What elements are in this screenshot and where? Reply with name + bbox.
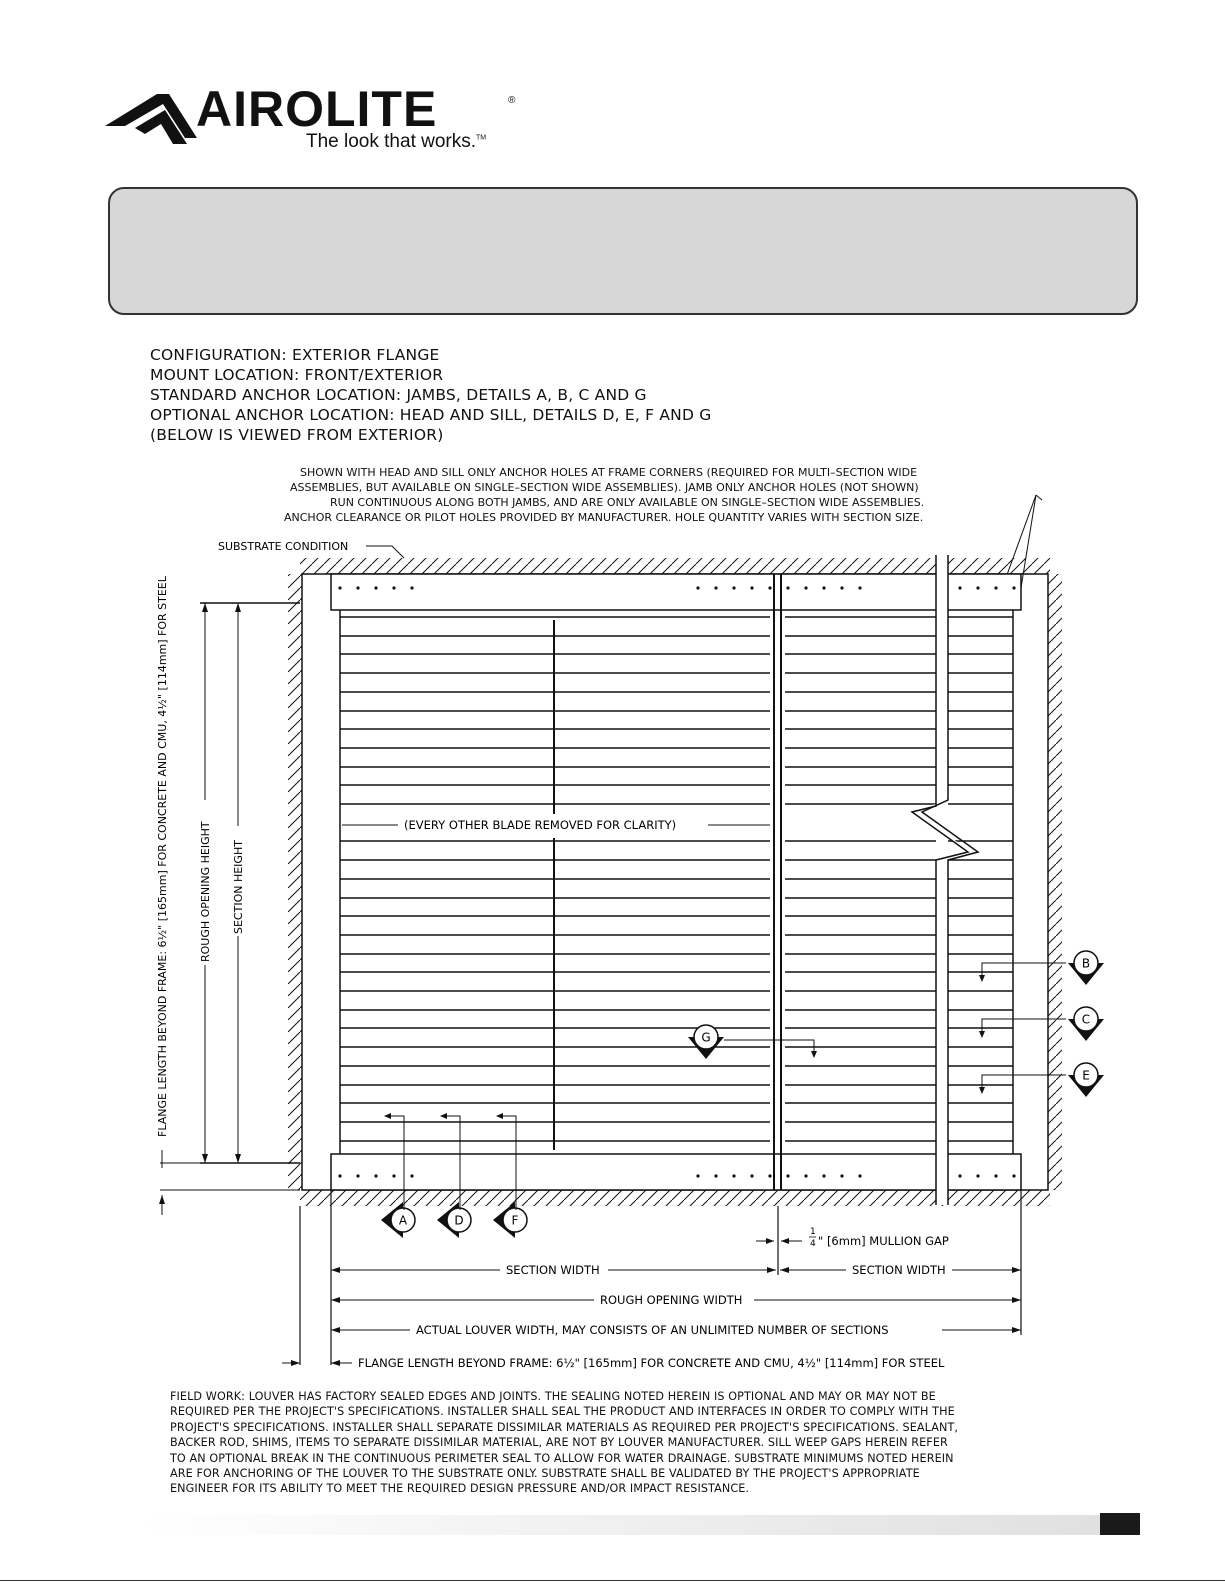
substrate-condition-label: SUBSTRATE CONDITION (218, 540, 349, 553)
flange-length-vertical-label: FLANGE LENGTH BEYOND FRAME: 6½" [165mm] FOR CONCRETE AND CMU, 4½" [114mm] FOR STEEL (156, 576, 169, 1137)
anchor-hole (858, 586, 861, 589)
anchor-hole (858, 1174, 861, 1177)
note-line-3: RUN CONTINUOUS ALONG BOTH JAMBS, AND ARE ONLY AVAILABLE ON SINGLE–SECTION WIDE ASSEMBLIES. (330, 496, 925, 509)
anchor-hole (840, 586, 843, 589)
frame-head-flange (331, 574, 1021, 610)
detail-marker-c (1068, 1007, 1104, 1041)
anchor-hole (768, 1174, 771, 1177)
anchor-hole (994, 1174, 997, 1177)
anchor-hole-note (284, 466, 924, 524)
mount-location-line: MOUNT LOCATION: FRONT/EXTERIOR (150, 366, 444, 384)
anchor-holes (338, 586, 1015, 1177)
anchor-hole (994, 586, 997, 589)
anchor-hole (374, 1174, 377, 1177)
registered-mark: ® (508, 95, 516, 106)
anchor-hole (822, 586, 825, 589)
field-work-line: REQUIRED PER THE PROJECT'S SPECIFICATIONS. INSTALLER SHALL SEAL THE PRODUCT AND INTERFACES IN ORDER TO COMPLY WITH THE (170, 1405, 955, 1419)
configuration-line: CONFIGURATION: EXTERIOR FLANGE (150, 346, 440, 364)
section-height-label: SECTION HEIGHT (232, 840, 245, 934)
field-work-line: PROJECT'S SPECIFICATIONS. INSTALLER SHALL SEPARATE DISSIMILAR MATERIALS AS REQUIRED PER PROJECT'S SPECIFICATIONS. SEALANT, (170, 1420, 959, 1434)
anchor-hole (786, 1174, 789, 1177)
anchor-hole (338, 586, 341, 589)
anchor-hole (976, 1174, 979, 1177)
detail-marker-label: E (1082, 1068, 1090, 1083)
rough-opening-height-label: ROUGH OPENING HEIGHT (199, 821, 212, 962)
anchor-hole (338, 1174, 341, 1177)
view-note-line: (BELOW IS VIEWED FROM EXTERIOR) (150, 426, 444, 444)
anchor-hole (374, 586, 377, 589)
anchor-hole (732, 1174, 735, 1177)
note-line-1: SHOWN WITH HEAD AND SILL ONLY ANCHOR HOLES AT FRAME CORNERS (REQUIRED FOR MULTI–SECTION WIDE (300, 466, 918, 479)
detail-marker-f (493, 1202, 527, 1238)
anchor-hole (768, 586, 771, 589)
anchor-hole (714, 1174, 717, 1177)
anchor-hole (804, 1174, 807, 1177)
detail-marker-label: A (398, 1213, 408, 1228)
field-work-line: TO AN OPTIONAL BREAK IN THE CONTINUOUS PERIMETER SEAL TO ALLOW FOR WATER DRAINAGE. SUBSTRATE MINIMUMS NOTED HEREIN (170, 1451, 954, 1465)
field-work-line: ENGINEER FOR ITS ABILITY TO MEET THE REQUIRED DESIGN PRESSURE AND/OR IMPACT RESISTANCE. (170, 1482, 750, 1496)
anchor-hole (976, 586, 979, 589)
field-work-line: FIELD WORK: LOUVER HAS FACTORY SEALED EDGES AND JOINTS. THE SEALING NOTED HEREIN IS OPTIONAL AND MAY OR MAY NOT BE (170, 1390, 936, 1403)
anchor-hole (696, 1174, 699, 1177)
field-work-note (170, 1389, 1070, 1497)
detail-marker-label: B (1081, 956, 1091, 971)
anchor-hole (732, 586, 735, 589)
anchor-hole (958, 586, 961, 589)
mullion-gap-label: " [6mm] MULLION GAP (818, 1234, 949, 1248)
detail-marker-b (1068, 951, 1104, 985)
detail-marker-label: F (511, 1213, 519, 1228)
section-width-right-label: SECTION WIDTH (852, 1263, 946, 1277)
anchor-hole (356, 1174, 359, 1177)
section-width-left-label: SECTION WIDTH (506, 1263, 600, 1277)
optional-anchor-line: OPTIONAL ANCHOR LOCATION: HEAD AND SILL, DETAILS D, E, F AND G (150, 406, 712, 424)
brand-name: AIROLITE (196, 81, 438, 137)
mullion-gap-fraction-den: 4 (810, 1239, 816, 1249)
trademark-mark: TM (476, 134, 487, 142)
standard-anchor-line: STANDARD ANCHOR LOCATION: JAMBS, DETAILS A, B, C AND G (150, 386, 647, 404)
anchor-hole (958, 1174, 961, 1177)
flange-length-horizontal-label: FLANGE LENGTH BEYOND FRAME: 6½" [165mm] FOR CONCRETE AND CMU, 4½" [114mm] FOR STEEL (358, 1356, 945, 1370)
detail-marker-e (1068, 1063, 1104, 1097)
detail-marker-g (688, 1025, 724, 1059)
anchor-hole (750, 586, 753, 589)
anchor-hole (804, 586, 807, 589)
anchor-hole (714, 586, 717, 589)
anchor-hole (410, 1174, 413, 1177)
anchor-hole (750, 1174, 753, 1177)
mullion-gap-fraction-num: 1 (810, 1227, 816, 1237)
frame-sill-flange (331, 1154, 1021, 1190)
anchor-hole (392, 586, 395, 589)
louver-blades (340, 617, 1013, 1141)
detail-marker-a (381, 1202, 415, 1238)
break-line (910, 555, 978, 1205)
actual-louver-width-label: ACTUAL LOUVER WIDTH, MAY CONSISTS OF AN UNLIMITED NUMBER OF SECTIONS (416, 1323, 889, 1337)
anchor-hole (840, 1174, 843, 1177)
anchor-hole (1012, 1174, 1015, 1177)
anchor-hole (786, 586, 789, 589)
note-line-2: ASSEMBLIES, BUT AVAILABLE ON SINGLE–SECTION WIDE ASSEMBLIES). JAMB ONLY ANCHOR HOLES (NOT SHOWN) (290, 481, 919, 494)
anchor-hole (410, 586, 413, 589)
field-work-line: BACKER ROD, SHIMS, ITEMS TO SEPARATE DISSIMILAR MATERIAL, ARE NOT BY LOUVER MANUFACTURER. SILL WEEP GAPS HEREIN REFER (170, 1436, 948, 1450)
anchor-hole (822, 1174, 825, 1177)
anchor-hole (696, 586, 699, 589)
brand-tagline: The look that works.™ (306, 131, 487, 152)
rough-opening-width-label: ROUGH OPENING WIDTH (600, 1293, 743, 1307)
footer-rule (0, 1580, 1225, 1581)
detail-marker-label: G (701, 1030, 711, 1045)
anchor-hole (356, 586, 359, 589)
detail-marker-d (437, 1202, 471, 1238)
detail-marker-label: D (454, 1213, 464, 1228)
anchor-hole (392, 1174, 395, 1177)
anchor-hole (1012, 586, 1015, 589)
note-line-4: ANCHOR CLEARANCE OR PILOT HOLES PROVIDED BY MANUFACTURER. HOLE QUANTITY VARIES WITH SECTION SIZE. (284, 511, 924, 524)
mullion (774, 574, 781, 1190)
field-work-line: ARE FOR ANCHORING OF THE LOUVER TO THE SUBSTRATE ONLY. SUBSTRATE SHALL BE VALIDATED BY THE PROJECT'S APPROPRIATE (170, 1467, 920, 1481)
footer-gradient-bar (140, 1515, 1100, 1535)
detail-marker-label: C (1081, 1012, 1091, 1027)
blade-note: (EVERY OTHER BLADE REMOVED FOR CLARITY) (404, 818, 677, 832)
page-number-block (1100, 1513, 1140, 1535)
